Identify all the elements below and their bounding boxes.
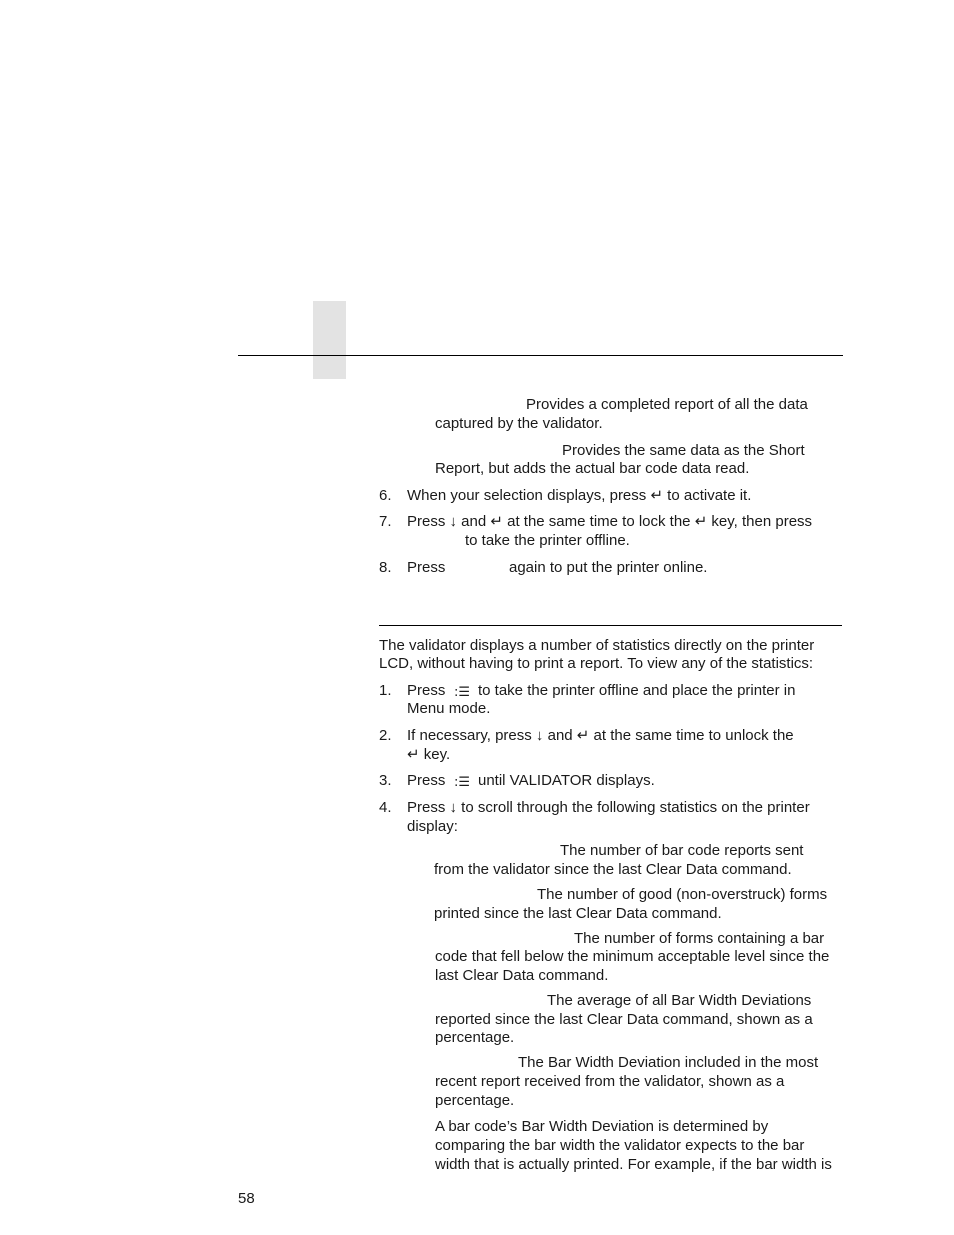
chapter-tab [313, 301, 346, 379]
step-1-text-line-2: Menu mode. [407, 700, 491, 717]
intro-line-1: The validator displays a number of statistics directly on the printer [379, 637, 815, 654]
step-4-text-line-2: display: [407, 818, 458, 835]
header-rule [238, 355, 843, 356]
report-option-1-line-2: captured by the validator. [435, 415, 603, 432]
step-3-text-part-1: Press [407, 772, 446, 789]
page-number: 58 [238, 1190, 255, 1207]
stat-2-line-2: printed since the last Clear Data command. [434, 905, 722, 922]
step-3-text-part-2: until VALIDATOR displays. [478, 772, 655, 789]
step-4-number: 4. [379, 799, 392, 816]
stat-4-line-3: percentage. [435, 1029, 515, 1046]
step-8-text-part-2: again to put the printer online. [509, 559, 708, 576]
step-8-text-part-1: Press [407, 559, 446, 576]
menu-key-icon: :☰ [454, 775, 471, 790]
step-2-number: 2. [379, 727, 392, 744]
stat-4-line-2: reported since the last Clear Data command, shown as a [435, 1011, 813, 1028]
step-7-number: 7. [379, 513, 392, 530]
report-option-1-line-1: Provides a completed report of all the data [526, 396, 808, 413]
stat-3-line-3: last Clear Data command. [435, 967, 609, 984]
step-6-number: 6. [379, 487, 392, 504]
intro-line-2: LCD, without having to print a report. To view any of the statistics: [379, 655, 814, 672]
stat-1-line-1: The number of bar code reports sent [560, 842, 804, 859]
stat-5-line-1: The Bar Width Deviation included in the most [518, 1054, 819, 1071]
report-option-2-line-2: Report, but adds the actual bar code data read. [435, 460, 750, 477]
bwd-paragraph-line-1: A bar code’s Bar Width Deviation is determined by [435, 1118, 769, 1135]
stat-4-line-1: The average of all Bar Width Deviations [547, 992, 812, 1009]
menu-key-icon: :☰ [454, 685, 471, 700]
step-1-number: 1. [379, 682, 392, 699]
step-6-text: When your selection displays, press ↵ to activate it. [407, 487, 752, 504]
stat-5-line-2: recent report received from the validator, shown as a [435, 1073, 785, 1090]
step-1-text-part-1: Press [407, 682, 446, 699]
step-4-text-line-1: Press ↓ to scroll through the following statistics on the printer [407, 799, 810, 816]
step-2-text-line-2: ↵ key. [407, 746, 451, 763]
step-2-text-line-1: If necessary, press ↓ and ↵ at the same time to unlock the [407, 727, 794, 744]
stat-1-line-2: from the validator since the last Clear Data command. [434, 861, 792, 878]
bwd-paragraph-line-3: width that is actually printed. For example, if the bar width is [435, 1156, 832, 1173]
step-8-number: 8. [379, 559, 392, 576]
bwd-paragraph-line-2: comparing the bar width the validator expects to the bar [435, 1137, 805, 1154]
step-7-text-line-2: to take the printer offline. [465, 532, 630, 549]
stat-3-line-1: The number of forms containing a bar [574, 930, 825, 947]
step-1-text-part-2: to take the printer offline and place the printer in [478, 682, 796, 699]
stat-2-line-1: The number of good (non-overstruck) forms [537, 886, 828, 903]
section-rule [379, 625, 842, 626]
report-option-2-line-1: Provides the same data as the Short [562, 442, 805, 459]
step-7-text-line-1: Press ↓ and ↵ at the same time to lock the ↵ key, then press [407, 513, 813, 530]
step-3-number: 3. [379, 772, 392, 789]
stat-5-line-3: percentage. [435, 1092, 515, 1109]
stat-3-line-2: code that fell below the minimum acceptable level since the [435, 948, 830, 965]
